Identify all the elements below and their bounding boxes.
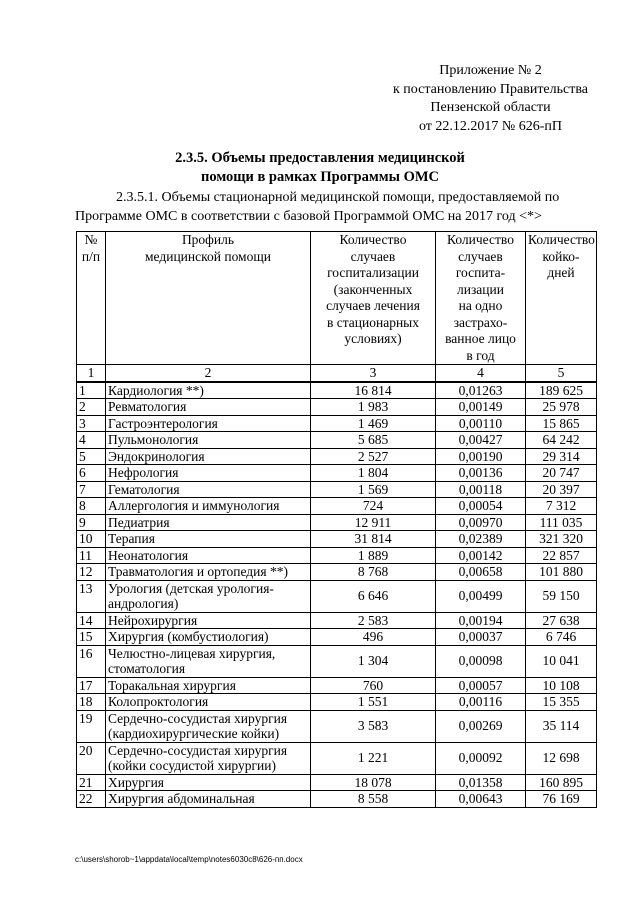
row-hospitalizations: 31 814	[311, 531, 436, 548]
header-line: условиях)	[344, 331, 402, 346]
row-profile	[106, 547, 311, 564]
row-rate-per-insured: 0,00190	[436, 448, 526, 465]
row-profile	[106, 774, 311, 791]
header-rate-per-insured	[436, 232, 526, 365]
header-line: Количество	[339, 232, 407, 247]
header-line: госпита-	[455, 265, 506, 280]
profile-line: Торакальная хирургия	[108, 677, 236, 693]
row-hospitalizations: 724	[311, 498, 436, 515]
profile-line: Кардиология **)	[108, 382, 204, 398]
row-number: 4	[77, 432, 106, 449]
profile-line: стоматология	[108, 661, 186, 676]
appendix-line-3: Пензенской области	[430, 100, 551, 115]
row-number: 19	[77, 710, 106, 742]
intro-line-1: 2.3.5.1. Объемы стационарной медицинской помощи, предоставляемой по	[116, 190, 560, 205]
row-profile	[106, 645, 311, 677]
row-bed-days: 189 625	[526, 382, 597, 399]
header-line: случаев лечения	[326, 298, 420, 313]
row-bed-days: 20 397	[526, 481, 597, 498]
row-hospitalizations: 16 814	[311, 382, 436, 399]
row-rate-per-insured: 0,00110	[436, 415, 526, 432]
header-line: Профиль	[181, 232, 235, 247]
row-profile	[106, 498, 311, 515]
row-profile	[106, 514, 311, 531]
profile-line: андрология)	[108, 596, 179, 611]
column-numbers-row	[77, 365, 597, 382]
header-no	[77, 232, 106, 365]
row-number: 7	[77, 481, 106, 498]
table-row	[77, 791, 597, 808]
appendix-block	[393, 62, 588, 136]
row-bed-days: 15 355	[526, 694, 597, 711]
header-line: койко-	[542, 248, 580, 264]
table-row	[77, 382, 597, 399]
row-bed-days: 27 638	[526, 612, 597, 629]
row-rate-per-insured: 0,00194	[436, 612, 526, 629]
header-line: в стационарных	[326, 314, 419, 330]
row-number: 5	[77, 448, 106, 465]
profile-line: Аллергология и иммунология	[108, 498, 280, 513]
table-row	[77, 677, 597, 694]
row-rate-per-insured: 0,00970	[436, 514, 526, 531]
header-profile	[106, 232, 311, 365]
row-bed-days: 64 242	[526, 432, 597, 449]
row-hospitalizations: 496	[311, 629, 436, 646]
row-number: 8	[77, 498, 106, 515]
row-profile	[106, 629, 311, 646]
row-hospitalizations: 1 889	[311, 547, 436, 564]
row-number: 13	[77, 580, 106, 612]
row-hospitalizations: 12 911	[311, 514, 436, 531]
row-number: 11	[77, 547, 106, 564]
row-bed-days: 22 857	[526, 547, 597, 564]
row-profile	[106, 580, 311, 612]
col-number: 1	[77, 365, 106, 382]
row-bed-days: 111 035	[526, 514, 597, 531]
header-line: (законченных	[333, 281, 413, 297]
header-line: случаев	[458, 248, 503, 264]
row-hospitalizations: 1 221	[311, 742, 436, 774]
profile-line: Гематология	[108, 481, 180, 497]
row-hospitalizations: 8 768	[311, 564, 436, 581]
row-bed-days: 20 747	[526, 465, 597, 482]
row-profile	[106, 432, 311, 449]
table-row	[77, 774, 597, 791]
row-bed-days: 12 698	[526, 742, 597, 774]
row-rate-per-insured: 0,00116	[436, 694, 526, 711]
table-row	[77, 710, 597, 742]
row-rate-per-insured: 0,00057	[436, 677, 526, 694]
header-line: №	[84, 232, 98, 247]
row-bed-days: 6 746	[526, 629, 597, 646]
table-row	[77, 531, 597, 548]
row-rate-per-insured: 0,00118	[436, 481, 526, 498]
row-number: 20	[77, 742, 106, 774]
row-number: 10	[77, 531, 106, 548]
row-profile	[106, 415, 311, 432]
table-row	[77, 564, 597, 581]
row-number: 2	[77, 399, 106, 416]
profile-line: Педиатрия	[108, 514, 170, 530]
row-rate-per-insured: 0,01358	[436, 774, 526, 791]
appendix-line-1: Приложение № 2	[439, 63, 542, 78]
row-rate-per-insured: 0,00658	[436, 564, 526, 581]
row-number: 15	[77, 629, 106, 646]
header-line: Количество	[528, 232, 595, 247]
table-row	[77, 514, 597, 531]
header-line: ванное лицо	[445, 331, 516, 346]
header-line: застрахо-	[453, 314, 508, 330]
profile-line: Пульмонология	[108, 432, 199, 447]
row-profile	[106, 481, 311, 498]
row-bed-days: 59 150	[526, 580, 597, 612]
row-bed-days: 15 865	[526, 415, 597, 432]
table-row	[77, 432, 597, 449]
row-rate-per-insured: 0,00098	[436, 645, 526, 677]
row-rate-per-insured: 0,02389	[436, 531, 526, 548]
row-hospitalizations: 1 983	[311, 399, 436, 416]
table-row	[77, 629, 597, 646]
row-rate-per-insured: 0,00499	[436, 580, 526, 612]
table-row	[77, 580, 597, 612]
col-number: 3	[311, 365, 436, 382]
row-hospitalizations: 1 804	[311, 465, 436, 482]
appendix-line-4: от 22.12.2017 № 626-пП	[418, 118, 563, 134]
intro-line-2: Программе ОМС в соответствии с базовой Программой ОМС на 2017 год <*>	[75, 208, 542, 224]
table-row	[77, 481, 597, 498]
profile-line: Хирургия абдоминальная	[108, 791, 255, 806]
section-title-line-2: помощи в рамках Программы ОМС	[200, 168, 440, 185]
row-number: 22	[77, 791, 106, 808]
table-body	[77, 365, 597, 808]
row-rate-per-insured: 0,00427	[436, 432, 526, 449]
profile-line: (койки сосудистой хирургии)	[108, 758, 276, 773]
row-hospitalizations: 5 685	[311, 432, 436, 449]
row-hospitalizations: 760	[311, 677, 436, 694]
row-number: 17	[77, 677, 106, 694]
row-number: 9	[77, 514, 106, 531]
row-rate-per-insured: 0,00092	[436, 742, 526, 774]
row-rate-per-insured: 0,00037	[436, 629, 526, 646]
row-hospitalizations: 8 558	[311, 791, 436, 808]
row-bed-days: 76 169	[526, 791, 597, 808]
profile-line: Сердечно-сосудистая хирургия	[108, 742, 288, 758]
row-hospitalizations: 2 583	[311, 612, 436, 629]
row-bed-days: 160 895	[526, 774, 597, 791]
row-profile	[106, 694, 311, 711]
table-row	[77, 742, 597, 774]
row-hospitalizations: 1 304	[311, 645, 436, 677]
row-hospitalizations: 1 551	[311, 694, 436, 711]
row-bed-days: 25 978	[526, 399, 597, 416]
col-number: 5	[526, 365, 597, 382]
profile-line: Колопроктология	[108, 694, 209, 709]
section-title	[0, 149, 640, 186]
table-row	[77, 465, 597, 482]
table-row	[77, 415, 597, 432]
row-rate-per-insured: 0,00054	[436, 498, 526, 515]
row-profile	[106, 710, 311, 742]
header-line: лизации	[457, 281, 504, 297]
table-row	[77, 498, 597, 515]
header-line: дней	[547, 265, 575, 280]
profile-line: Неонатология	[108, 547, 189, 563]
row-bed-days: 7 312	[526, 498, 597, 515]
table-row	[77, 399, 597, 416]
row-profile	[106, 612, 311, 629]
row-bed-days: 29 314	[526, 448, 597, 465]
table-row	[77, 612, 597, 629]
row-number: 16	[77, 645, 106, 677]
profile-line: Гастроэнтерология	[108, 415, 218, 431]
table-row	[77, 645, 597, 677]
col-number: 4	[436, 365, 526, 382]
row-profile	[106, 677, 311, 694]
row-profile	[106, 742, 311, 774]
profile-line: Урология (детская урология-	[108, 580, 274, 596]
row-rate-per-insured: 0,00142	[436, 547, 526, 564]
row-rate-per-insured: 0,00149	[436, 399, 526, 416]
row-number: 1	[77, 382, 106, 399]
profile-line: Хирургия (комбустиология)	[108, 629, 269, 644]
row-bed-days: 321 320	[526, 531, 597, 548]
row-hospitalizations: 3 583	[311, 710, 436, 742]
header-line: Количество	[447, 232, 514, 247]
table-header	[77, 232, 597, 365]
row-hospitalizations: 18 078	[311, 774, 436, 791]
row-rate-per-insured: 0,00269	[436, 710, 526, 742]
row-hospitalizations: 1 469	[311, 415, 436, 432]
row-hospitalizations: 2 527	[311, 448, 436, 465]
row-number: 21	[77, 774, 106, 791]
profile-line: Травматология и ортопедия **)	[108, 564, 288, 579]
row-number: 14	[77, 612, 106, 629]
table-row	[77, 694, 597, 711]
profile-line: Челюстно-лицевая хирургия,	[108, 645, 276, 661]
row-profile	[106, 564, 311, 581]
profile-line: Эндокринология	[108, 448, 205, 464]
row-bed-days: 10 108	[526, 677, 597, 694]
row-number: 18	[77, 694, 106, 711]
file-path-footer: c:\users\shorob~1\appdata\local\temp\notes6030c8\626-пп.docx	[75, 855, 303, 864]
profile-line: Нейрохирургия	[108, 612, 198, 628]
profile-line: Ревматология	[108, 399, 187, 414]
stationary-care-table	[76, 231, 597, 808]
row-rate-per-insured: 0,00643	[436, 791, 526, 808]
table-row	[77, 547, 597, 564]
appendix-line-2: к постановлению Правительства	[392, 81, 588, 97]
row-number: 12	[77, 564, 106, 581]
row-rate-per-insured: 0,00136	[436, 465, 526, 482]
header-line: медицинской помощи	[145, 248, 271, 264]
header-line: на одно	[458, 298, 503, 313]
row-number: 3	[77, 415, 106, 432]
row-hospitalizations: 1 569	[311, 481, 436, 498]
header-hospitalizations	[311, 232, 436, 365]
header-line: случаев	[350, 248, 396, 264]
row-bed-days: 10 041	[526, 645, 597, 677]
intro-paragraph	[75, 189, 595, 226]
header-bed-days	[526, 232, 597, 365]
header-line: в год	[466, 347, 495, 363]
row-bed-days: 35 114	[526, 710, 597, 742]
row-profile	[106, 399, 311, 416]
row-profile	[106, 382, 311, 399]
profile-line: Хирургия	[108, 774, 165, 790]
profile-line: Терапия	[108, 531, 155, 546]
profile-line: Сердечно-сосудистая хирургия	[108, 710, 288, 726]
header-line: п/п	[81, 248, 101, 264]
row-profile	[106, 791, 311, 808]
row-profile	[106, 465, 311, 482]
row-number: 6	[77, 465, 106, 482]
row-profile	[106, 531, 311, 548]
profile-line: Нефрология	[108, 465, 179, 480]
row-profile	[106, 448, 311, 465]
header-line: госпитализации	[327, 265, 419, 280]
row-rate-per-insured: 0,01263	[436, 382, 526, 399]
col-number: 2	[106, 365, 311, 382]
table-row	[77, 448, 597, 465]
row-hospitalizations: 6 646	[311, 580, 436, 612]
profile-line: (кардиохирургические койки)	[108, 726, 280, 741]
row-bed-days: 101 880	[526, 564, 597, 581]
section-title-line-1: 2.3.5. Объемы предоставления медицинской	[175, 150, 465, 166]
